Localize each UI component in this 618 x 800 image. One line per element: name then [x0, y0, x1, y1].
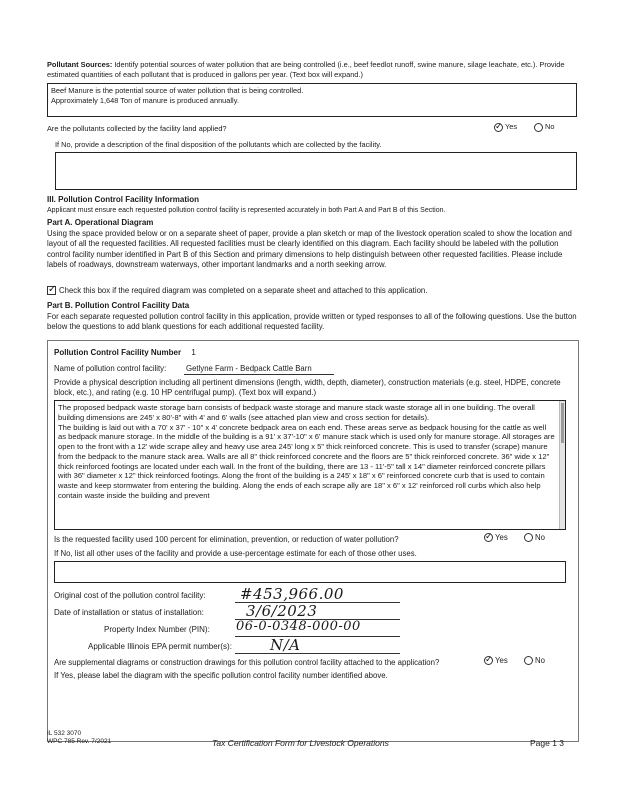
used-100-yes-label: Yes	[495, 533, 508, 542]
used-100-yes-radio[interactable]	[484, 533, 493, 542]
supplemental-yes-radio[interactable]	[484, 656, 493, 665]
part-a-text: Using the space provided below or on a separate sheet of paper, provide a plan sketch or map of the livestock operation scaled to show the location and layout of all the requested facilities. All requested facilities must be clearly identified on this diagram. Each facility should be labeled with the pollution control facility number identified in Part B of this Section and primary dimensions to help distinguish between other requested facilities. Please include labels of roadways, downstream waterways, other important landmarks and a north seeking arrow.	[47, 229, 572, 269]
collected-question-label: Are the pollutants collected by the facility land applied?	[47, 124, 227, 133]
description-scrollbar-thumb[interactable]	[561, 403, 564, 443]
epa-label: Applicable Illinois EPA permit number(s):	[88, 642, 232, 651]
footer-page: Page 1 3	[530, 738, 565, 748]
if-no-disposition-label: If No, provide a description of the final disposition of the pollutants which are collected by the facility.	[55, 140, 382, 149]
facility-name-value[interactable]: Getlyne Farm - Bedpack Cattle Barn	[186, 364, 312, 373]
pollutant-sources-answer-line2: Approximately 1,648 Ton of manure is produced annually.	[51, 95, 239, 105]
collected-yes-radio[interactable]	[494, 123, 503, 132]
physical-description-textbox[interactable]	[54, 400, 566, 530]
cost-label: Original cost of the pollution control facility:	[54, 591, 206, 600]
pollutant-sources-text: Identify potential sources of water pollution that are being controlled (i.e., beef feedlot runoff, swine manure, silage leachate, etc.). Provide estimated quantities of each pollutant that is produced in gallons per year. (Text box will expand.)	[47, 60, 565, 79]
separate-sheet-checkbox-row[interactable]	[47, 286, 427, 296]
footer-title: Tax Certification Form for Livestock Operations	[212, 738, 389, 748]
part-b-text: For each separate requested pollution control facility in this application, provide written or typed responses to all of the following questions. Use the button below the questions to add blank questions for each additional requested facility.	[47, 312, 577, 332]
separate-sheet-checkbox[interactable]	[47, 286, 56, 295]
pin-underline	[235, 636, 400, 637]
supplemental-no-radio[interactable]	[524, 656, 533, 665]
pin-label: Property Index Number (PIN):	[104, 625, 210, 634]
footer-code1: IL 532 3070	[47, 730, 82, 737]
section3-heading: III. Pollution Control Facility Information	[47, 195, 199, 204]
other-uses-textbox[interactable]	[54, 561, 566, 583]
facility-number-label	[54, 348, 196, 358]
epa-underline	[235, 653, 400, 654]
used-100-no-option[interactable]	[524, 533, 545, 543]
supplemental-yes-label: Yes	[495, 656, 508, 665]
used-100-no-label: No	[535, 533, 545, 542]
facility-name-underline	[184, 374, 334, 375]
facility-number-value: 1	[191, 348, 196, 357]
supplemental-no-option[interactable]	[524, 656, 545, 666]
collected-yes-option[interactable]	[494, 122, 517, 132]
section3-intro: Applicant must ensure each requested pollution control facility is represented accurately in both Part A and Part B of this Section.	[47, 207, 446, 214]
install-label: Date of installation or status of installation:	[54, 608, 204, 617]
pin-value[interactable]: 06-0-0348-000-00	[236, 619, 361, 634]
if-yes-label: If Yes, please label the diagram with the specific pollution control facility number identified above.	[54, 671, 388, 680]
physical-description-label: Provide a physical description including all pertinent dimensions (length, width, depth, diameter), construction materials (e.g. steel, HDPE, concrete block, etc.), and rating (e.g. 10 HP centrifugal pump). (Text box will expand.)	[54, 378, 561, 398]
collected-no-option[interactable]	[534, 122, 554, 132]
used-100-yes-option[interactable]	[484, 533, 508, 543]
facility-name-label: Name of pollution control facility:	[54, 364, 167, 373]
part-a-heading: Part A. Operational Diagram	[47, 218, 154, 227]
collected-yes-label: Yes	[505, 122, 518, 131]
epa-value[interactable]: N/A	[270, 636, 301, 654]
install-value[interactable]: 3/6/2023	[246, 602, 318, 620]
supplemental-label: Are supplemental diagrams or construction drawings for this pollution control facility attached to the application?	[54, 658, 440, 667]
collected-no-radio[interactable]	[534, 123, 543, 132]
if-no-uses-label: If No, list all other uses of the facility and provide a use-percentage estimate for each of those other uses.	[54, 549, 417, 558]
pollutant-sources-instructions	[47, 60, 577, 79]
disposition-textbox[interactable]	[55, 152, 577, 190]
used-100-label: Is the requested facility used 100 percent for elimination, prevention, or reduction of water pollution?	[54, 535, 399, 544]
used-100-no-radio[interactable]	[524, 533, 533, 542]
supplemental-yes-option[interactable]	[484, 656, 508, 666]
facility-number-label-text: Pollution Control Facility Number	[54, 348, 182, 357]
physical-description-text: The proposed bedpack waste storage barn consists of bedpack waste storage and manure stack waste storage all in one building. The overall building dimensions are 245' x 80'-8" with 4' and 6' walls (see attached plan view and cross section for details). The building is laid out with a 70' x 37' - 10" x 4' concrete bedpack area on each end. These areas serve as bedpack housing for the cattle as well as bedpack manure storage. In the middle of the building is a 91' x 37'-10" x 6' manure stack which is used only for manure storage. All storages are open to the front with a 12' wide scrape alley and heavy use area 245' long x 5" thick reinforced concrete. This is used to transfer (scrape) manure from the bedpack to the manure stack area. Walls are all 8" thick reinforced concrete and the floors are 5" thick reinforced concrete. 36" wide x 12" thick reinforced footings are located under each wall. In the front of the building, there are 13 - 11'-5" tall x 14" diameter reinforced concrete pillars with 36" diameter x 12" thick reinforced footings. Along the front of the building is a 245' x 18" x 6" reinforced concrete curb that is used to contain waste and keep stormwater from entering the building. Along the ends of each scrape ally are 18" x 6" x 12' reinforced roll curbs which also help contain waste inside the building and prevent	[58, 403, 555, 501]
collected-no-label: No	[545, 122, 555, 131]
separate-sheet-checkbox-label: Check this box if the required diagram was completed on a separate sheet and attached to this application.	[59, 286, 428, 295]
footer-code2: WPC 785 Rev. 7/2021	[47, 738, 112, 745]
pollutant-sources-textbox[interactable]	[47, 83, 577, 117]
pollutant-sources-answer-line1: Beef Manure is the potential source of water pollution that is being controlled.	[51, 86, 304, 95]
part-b-heading: Part B. Pollution Control Facility Data	[47, 301, 190, 310]
cost-value[interactable]: #453,966.00	[240, 585, 344, 603]
description-scrollbar[interactable]	[559, 401, 565, 529]
supplemental-no-label: No	[535, 656, 545, 665]
pollutant-sources-heading: Pollutant Sources:	[47, 60, 113, 69]
